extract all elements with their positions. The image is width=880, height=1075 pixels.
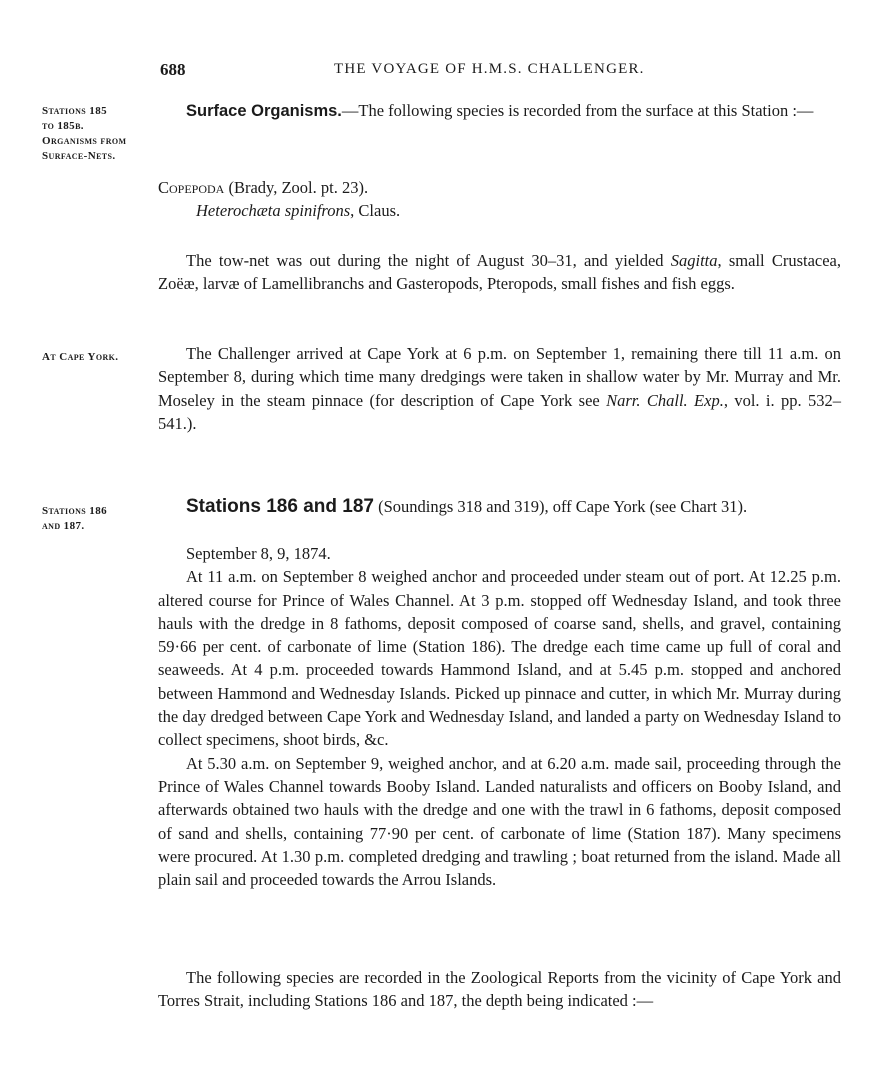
september-8-paragraph: At 11 a.m. on September 8 weighed anchor and proceeded under steam out of port. At 12.25 p.m. altered course for Prince of Wales Channel. At 3 p.m. stopped off Wednesday Island, and took three hauls with the dredge in 8 fathoms, deposit composed of coarse sand, shells, and gravel, containing 59·66 per cent. of carbonate of lime (Station 186). The dredge each time came up full of coral and seaweeds. At 4 p.m. proceeded towards Hammond Island, and at 5.45 p.m. stopped and anchored between Hammond and Wednesday Islands. Picked up pinnace and cutter, in which Mr. Murray during the day dredged between Cape York and Wednesday Island, and landed a party on Wednesday Island to collect specimens, shoot birds, &c. bbox=[158, 567, 841, 750]
species-name: Heterochæta spinifrons bbox=[196, 201, 351, 221]
running-title: THE VOYAGE OF H.M.S. CHALLENGER. bbox=[334, 61, 645, 77]
cape-york-text-end: , vol. i. pp. 532–541.). bbox=[158, 390, 841, 433]
september-9-paragraph: At 5.30 a.m. on September 9, weighed anchor, and at 6.20 a.m. made sail, proceeding through the Prince of Wales Channel towards Booby Island. Landed naturalists and officers on Booby Island, and afterwards obtained two hauls with the dredge and one with the trawl in 6 fathoms, deposit composed of sand and shells, containing 77·90 per cent. of carbonate of lime (Station 187). Many specimens were procured. At 1.30 p.m. completed dredging and trawling ; boat returned from the island. Made all plain sail and proceeded towards the Arrou Islands. bbox=[158, 753, 841, 890]
narrative-reference: Narr. Chall. Exp. bbox=[606, 390, 724, 410]
species-line bbox=[158, 199, 841, 222]
stations-heading-rest: (Soundings 318 and 319), off Cape York (see Chart 31). bbox=[373, 497, 748, 516]
surface-organisms-text: —The following species is recorded from the surface at this Station :— bbox=[341, 101, 814, 120]
surface-organisms-section bbox=[158, 99, 841, 123]
surface-organisms-heading: Surface Organisms. bbox=[186, 102, 342, 120]
margin-note-line: Stations 186 bbox=[42, 505, 107, 517]
copepoda-entry bbox=[158, 176, 841, 223]
cape-york-section bbox=[158, 342, 841, 435]
margin-note-stations-185 bbox=[42, 104, 126, 164]
copepoda-reference: (Brady, Zool. pt. 23). bbox=[224, 178, 369, 197]
margin-note-stations-186 bbox=[42, 504, 107, 534]
date-line: September 8, 9, 1874. bbox=[186, 544, 331, 563]
surface-organisms-paragraph bbox=[158, 99, 841, 123]
stations-heading bbox=[186, 496, 747, 518]
margin-note-line: Surface-Nets. bbox=[42, 150, 116, 162]
margin-note-line: to 185b. bbox=[42, 120, 84, 132]
sagitta-genus: Sagitta bbox=[670, 251, 718, 270]
margin-note-line: Stations 185 bbox=[42, 105, 107, 117]
closing-section bbox=[158, 966, 841, 1013]
species-author: , Claus. bbox=[350, 201, 401, 221]
closing-paragraph: The following species are recorded in the Zoological Reports from the vicinity of Cape York and Torres Strait, including Stations 186 and 187, the depth being indicated :— bbox=[158, 968, 841, 1011]
margin-note-line: At Cape York. bbox=[42, 351, 119, 363]
cape-york-text-start: The Challenger arrived at Cape York at 6 p.m. on September 1, remaining there till 11 a.m. on September 8, during which time many dredgings were taken in shallow water by Mr. Murray and Mr. Moseley in the steam pinnace (for description of Cape York see bbox=[158, 344, 841, 410]
margin-note-line: Organisms from bbox=[42, 135, 127, 147]
margin-note-cape-york bbox=[42, 350, 118, 365]
tow-net-section bbox=[158, 249, 841, 296]
cape-york-paragraph bbox=[158, 342, 841, 435]
copepoda-line bbox=[158, 176, 841, 199]
stations-narrative bbox=[158, 542, 841, 891]
margin-note-line: and 187. bbox=[42, 520, 85, 532]
tow-net-paragraph bbox=[158, 249, 841, 296]
page-number: 688 bbox=[160, 60, 186, 79]
tow-net-text-end: , small Crustacea, Zoëæ, larvæ of Lamellibranchs and Gasteropods, Pteropods, small fishes and fish eggs. bbox=[158, 251, 841, 294]
copepoda-group: Copepoda bbox=[158, 178, 225, 197]
stations-heading-main: Stations 186 and 187 bbox=[186, 496, 374, 517]
tow-net-text-start: The tow-net was out during the night of August 30–31, and yielded bbox=[186, 251, 671, 270]
